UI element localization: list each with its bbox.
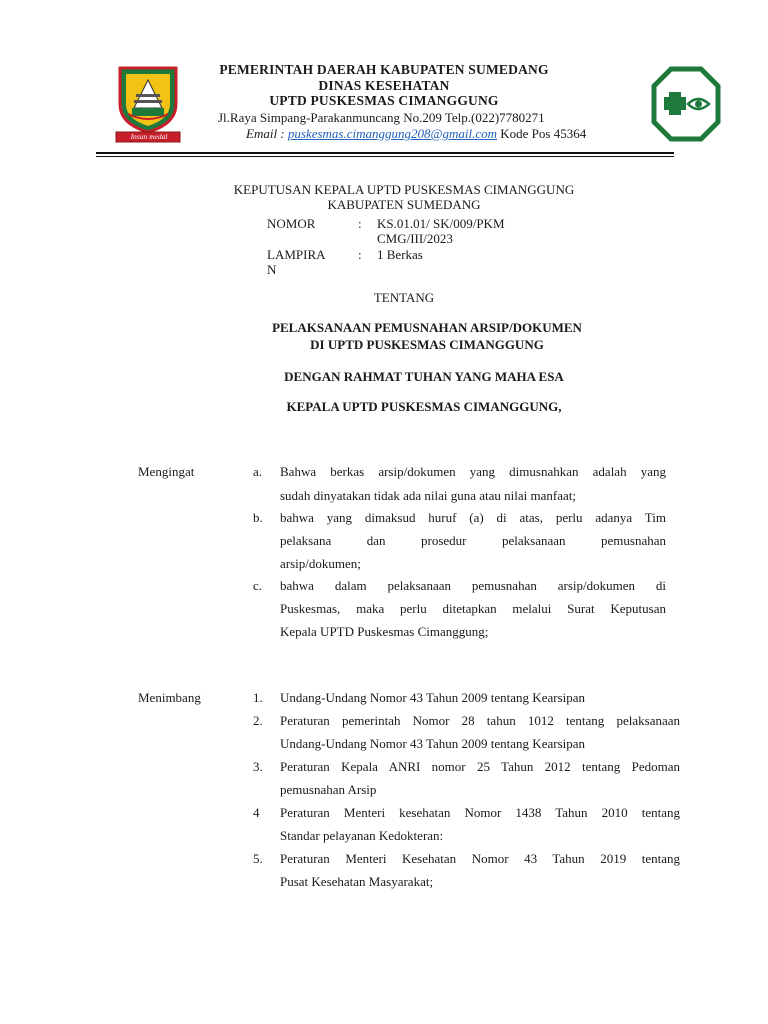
mengingat-b-line-1: bahwa yang dimaksud huruf (a) di atas, perlu adanya Tim [280,510,666,525]
mengingat-a-line-1: Bahwa berkas arsip/dokumen yang dimusnahkan adalah yang [280,464,666,479]
tentang-heading: TENTANG [373,290,435,305]
menimbang-1-line-1: Undang-Undang Nomor 43 Tahun 2009 tentang Kearsipan [280,690,586,705]
nomor-value: KS.01.01/ SK/009/PKM [377,216,505,231]
mengingat-marker-c: c. [253,578,263,593]
menimbang-5-line-1: Peraturan Menteri Kesehatan Nomor 43 Tahun 2019 tentang [280,851,680,866]
mengingat-c-line-3: Kepala UPTD Puskesmas Cimanggung; [280,624,489,639]
nomor-separator: : [358,216,362,231]
postcode: Kode Pos 45364 [497,126,587,141]
mengingat-label: Mengingat [138,464,195,479]
menimbang-4-line-1: Peraturan Menteri kesehatan Nomor 1438 Tahun 2010 tentang [280,805,680,820]
nomor-label: NOMOR [267,216,316,231]
menimbang-3-line-1: Peraturan Kepala ANRI nomor 25 Tahun 2012 tentang Pedoman [280,759,680,774]
letterhead-divider-thick [96,152,674,154]
mengingat-a-line-2: sudah dinyatakan tidak ada nilai guna atau nilai manfaat; [280,488,577,503]
lampiran-value: 1 Berkas [377,247,423,262]
menimbang-2-line-2: Undang-Undang Nomor 43 Tahun 2009 tentang Kearsipan [280,736,586,751]
letterhead-department: DINAS KESEHATAN [318,78,450,93]
mengingat-c-line-2: Puskesmas, maka perlu ditetapkan melalui Surat Keputusan [280,601,666,616]
subject-line-1: PELAKSANAAN PEMUSNAHAN ARSIP/DOKUMEN [272,320,582,335]
decree-title-regency: KABUPATEN SUMEDANG [327,197,481,212]
menimbang-marker-4: 4 [253,805,260,820]
decree-title: KEPUTUSAN KEPALA UPTD PUSKESMAS CIMANGGUNG [233,182,575,197]
letterhead-government: PEMERINTAH DAERAH KABUPATEN SUMEDANG [219,62,549,77]
mengingat-b-line-2: pelaksana dan prosedur pelaksanaan pemusnahan [280,533,666,548]
menimbang-label: Menimbang [138,690,201,705]
head-line: KEPALA UPTD PUSKESMAS CIMANGGUNG, [286,399,562,414]
letterhead-unit: UPTD PUSKESMAS CIMANGGUNG [269,93,499,108]
lampiran-label-cont: N [267,262,277,277]
blessing-line: DENGAN RAHMAT TUHAN YANG MAHA ESA [284,369,564,384]
menimbang-marker-5: 5. [253,851,263,866]
lampiran-label: LAMPIRA [267,247,326,262]
email-link[interactable]: puskesmas.cimanggung208@gmail.com [287,126,497,141]
menimbang-5-line-2: Pusat Kesehatan Masyarakat; [280,874,434,889]
mengingat-c-line-1: bahwa dalam pelaksanaan pemusnahan arsip/dokumen di [280,578,666,593]
logo-motto: Insun medal [130,132,168,141]
letterhead-address: Jl.Raya Simpang-Parakanmuncang No.209 Telp.(022)7780271 [218,110,545,125]
email-label: Email : [246,126,288,141]
lampiran-separator: : [358,247,362,262]
subject-line-2: DI UPTD PUSKESMAS CIMANGGUNG [310,337,544,352]
menimbang-2-line-1: Peraturan pemerintah Nomor 28 tahun 1012 tentang pelaksanaan [280,713,680,728]
menimbang-3-line-2: pemusnahan Arsip [280,782,377,797]
mengingat-marker-a: a. [253,464,263,479]
menimbang-marker-1: 1. [253,690,263,705]
menimbang-marker-2: 2. [253,713,263,728]
nomor-value-cont: CMG/III/2023 [377,231,453,246]
mengingat-b-line-3: arsip/dokumen; [280,556,361,571]
letterhead-divider-thin [96,156,674,157]
menimbang-marker-3: 3. [253,759,263,774]
menimbang-4-line-2: Standar pelayanan Kedokteran: [280,828,444,843]
letterhead-contact [246,126,586,142]
mengingat-marker-b: b. [253,510,263,525]
